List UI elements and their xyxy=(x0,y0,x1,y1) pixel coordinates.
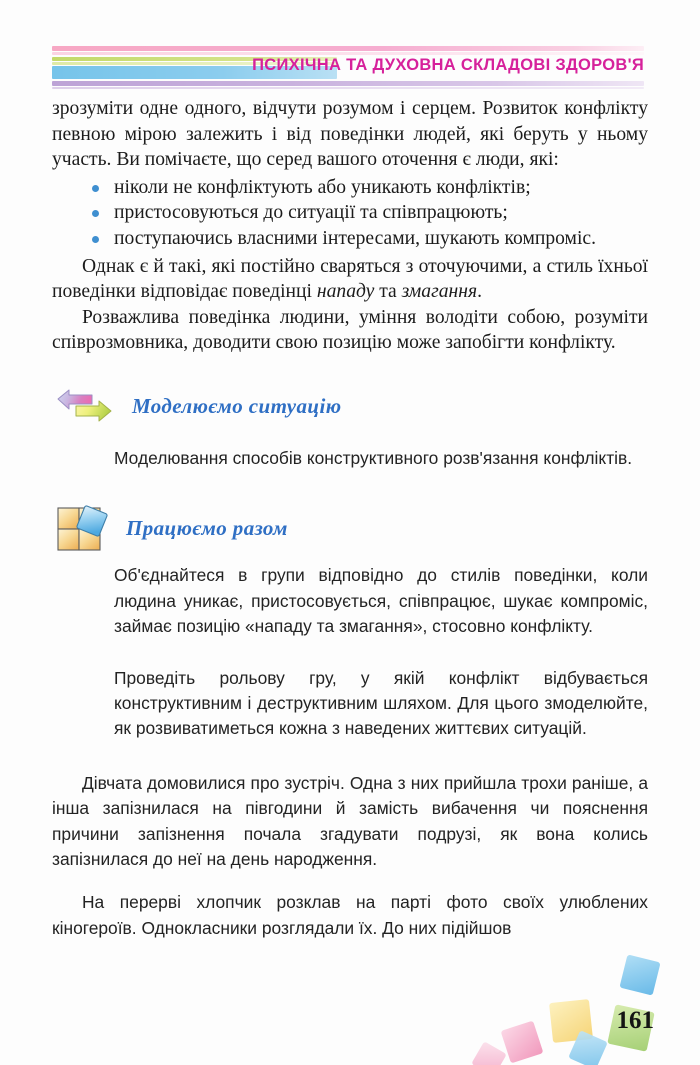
header-stripe-pink xyxy=(52,46,644,51)
bullet-dot-icon xyxy=(92,185,99,192)
paragraph-prudent-behaviour: Розважлива поведінка людини, уміння володіти собою, розуміти співрозмовника, доводити свою позицію може запобігти конфлікту. xyxy=(52,306,648,354)
rubric-together-paragraph-1: Об'єднайтеся в групи відповідно до стилів поведінки, коли людина уникає, пристосовується, співпрацює, шукає компроміс, займає позицію «нападу та змагання», стосовно конфлікту. xyxy=(114,565,648,637)
italic-term-zmagannya: змагання xyxy=(401,281,478,303)
paragraph-text-part: та xyxy=(374,281,402,303)
list-item-label: поступаючись власними інтересами, шукають компроміс. xyxy=(114,227,596,249)
rubric-work-together xyxy=(56,502,648,554)
paragraph-text-part: Однак є й такі, які постійно сваряться з оточуючими, а стиль їхньої поведінки відповідає поведінці xyxy=(52,255,648,303)
page-content xyxy=(52,96,648,941)
puzzle-squares-icon xyxy=(56,502,114,554)
decoration-square-blue-top xyxy=(619,954,660,995)
list-item xyxy=(52,175,648,201)
header-stripe-pink-thin xyxy=(52,52,644,55)
decoration-square-pink xyxy=(501,1021,544,1064)
header-stripe-violet-thin xyxy=(52,87,644,89)
page-header xyxy=(0,44,700,90)
behaviour-styles-list xyxy=(52,175,648,252)
case-study-2: На перерві хлопчик розклав на парті фото своїх улюблених кіногероїв. Однокласники розглядали їх. До них підійшов xyxy=(52,892,648,938)
list-item xyxy=(52,200,648,226)
bullet-dot-icon xyxy=(92,236,99,243)
bullet-dot-icon xyxy=(92,210,99,217)
decoration-square-pink-edge xyxy=(471,1041,507,1065)
intro-paragraph: зрозуміти одне одного, відчути розумом і серцем. Розвиток конфлікту певною мірою залежить і від поведінки людей, які беруть у ньому участь. Ви помічаєте, що серед вашого оточення є люди, які: xyxy=(52,98,648,171)
list-item-label: пристосовуються до ситуації та співпрацюють; xyxy=(114,202,508,224)
paragraph-attack-competition xyxy=(52,254,648,305)
rubric-model-situation xyxy=(56,387,648,427)
page-number: 161 xyxy=(616,1007,654,1034)
list-item xyxy=(52,226,648,252)
rubric-together-paragraph-2: Проведіть рольову гру, у якій конфлікт відбувається конструктивним і деструктивним шляхом. Для цього змоделюйте, як розвиватиметься кожна з наведених життєвих ситуацій. xyxy=(114,667,648,739)
paragraph-text-part: . xyxy=(477,281,482,303)
rubric-model-title: Моделюємо ситуацію xyxy=(132,394,342,419)
list-item-label: ніколи не конфліктують або уникають конфліктів; xyxy=(114,176,531,198)
italic-term-napadu: нападу xyxy=(316,281,375,303)
header-stripe-violet xyxy=(52,81,644,86)
two-arrows-icon xyxy=(56,387,120,427)
running-title: ПСИХІЧНА ТА ДУХОВНА СКЛАДОВІ ЗДОРОВ'Я xyxy=(252,56,644,74)
rubric-together-title: Працюємо разом xyxy=(126,515,288,540)
rubric-model-text: Моделювання способів конструктивного розв'язання конфліктів. xyxy=(114,447,633,468)
case-study-1: Дівчата домовилися про зустріч. Одна з них прийшла трохи раніше, а інша запізнилася на півгодини й замість вибачення чи пояснення причини запізнення почала згадувати подрузі, як вона колись запізнилася до неї на день народження. xyxy=(52,772,648,869)
